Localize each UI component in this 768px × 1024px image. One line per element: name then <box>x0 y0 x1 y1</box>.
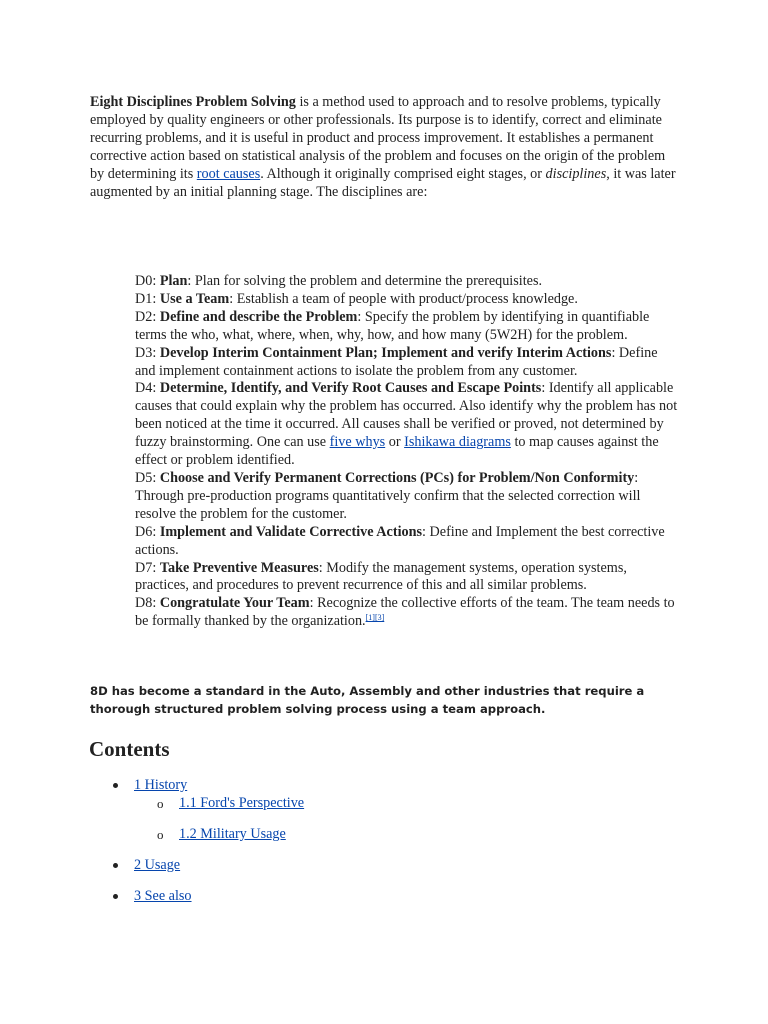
toc-item-see-also[interactable]: 3 See also <box>134 888 192 904</box>
discipline-d0 <box>135 273 680 291</box>
discipline-title: Use a Team <box>159 290 230 307</box>
discipline-code: D5: <box>135 469 160 486</box>
discipline-desc: : Define and implement containment actions to isolate the problem from any customer. <box>135 344 658 379</box>
disciplines-list <box>135 273 680 631</box>
discipline-code: D2: <box>135 308 160 325</box>
root-causes-link[interactable]: root causes <box>196 166 261 182</box>
discipline-code: D0: <box>135 273 160 289</box>
discipline-d1 <box>135 291 680 309</box>
toc-item-usage[interactable]: 2 Usage <box>134 857 181 873</box>
discipline-desc: : Recognize the collective efforts of the team. The team needs to be formally thanked by the organization. <box>135 595 675 630</box>
discipline-code: D3: <box>135 344 160 361</box>
discipline-d7 <box>135 560 680 596</box>
intro-text-2: . Although it originally comprised eight stages, or <box>260 166 546 182</box>
discipline-desc: : Plan for solving the problem and determine the prerequisites. <box>187 273 543 289</box>
intro-disciplines-italic: disciplines <box>545 166 607 182</box>
intro-paragraph <box>90 93 680 201</box>
discipline-code: D8: <box>135 595 160 612</box>
sub-bullet-icon: o <box>157 827 164 842</box>
industry-note: 8D has become a standard in the Auto, Assembly and other industries that require a thorough structured problem solving process using a team approach. <box>90 684 645 716</box>
discipline-desc: : Modify the management systems, operation systems, practices, and procedures to prevent recurrence of this and all similar problems. <box>135 559 627 594</box>
discipline-desc-mid: or <box>385 434 405 451</box>
toc-item-military-usage[interactable]: 1.2 Military Usage <box>179 826 286 842</box>
discipline-code: D7: <box>135 559 160 576</box>
bullet-icon <box>113 863 118 868</box>
discipline-d2 <box>135 309 680 345</box>
five-whys-link[interactable]: five whys <box>329 434 386 451</box>
discipline-d6 <box>135 524 680 560</box>
intro-term: Eight Disciplines Problem Solving <box>90 94 296 110</box>
bullet-icon <box>113 894 118 899</box>
discipline-title: Plan <box>159 273 188 289</box>
discipline-desc: : Identify all applicable causes that could explain why the problem has occurred. Also identify why the problem has not been noticed at the time it occurred. All causes shall be verified or proved, not determined by fuzzy brainstorming. One can use <box>135 380 678 451</box>
discipline-desc: : Define and Implement the best corrective actions. <box>135 523 665 558</box>
discipline-code: D1: <box>135 290 160 307</box>
discipline-desc: : Establish a team of people with product/process knowledge. <box>229 290 578 307</box>
discipline-title: Implement and Validate Corrective Actions <box>159 523 423 540</box>
discipline-code: D4: <box>135 380 160 397</box>
toc-item-fords-perspective[interactable]: 1.1 Ford's Perspective <box>179 795 305 811</box>
bullet-icon <box>113 783 118 788</box>
discipline-d5 <box>135 470 680 524</box>
discipline-title: Congratulate Your Team <box>159 595 310 612</box>
discipline-code: D6: <box>135 523 160 540</box>
discipline-title: Determine, Identify, and Verify Root Causes and Escape Points <box>159 380 542 397</box>
intro-text-1: is a method used to approach and to resolve problems, typically employed by quality engineers or other professionals. Its purpose is to identify, correct and eliminate recurring problems, and it is useful in product and process improvement. It establishes a permanent corrective action based on statistical analysis of the problem and focuses on the origin of the problem by determining its <box>90 94 666 182</box>
discipline-desc-end: to map causes against the effect or problem identified. <box>135 434 659 469</box>
discipline-title: Choose and Verify Permanent Corrections (PCs) for Problem/Non Conformity <box>159 469 635 486</box>
intro-text-3: , it was later augmented by an initial planning stage. The disciplines are: <box>90 166 676 200</box>
sub-bullet-icon: o <box>157 796 164 811</box>
contents-heading: Contents <box>89 737 170 761</box>
discipline-d4 <box>135 380 680 470</box>
discipline-desc: : Specify the problem by identifying in quantifiable terms the who, what, where, when, why, how, and how many (5W2H) for the problem. <box>135 308 650 343</box>
ishikawa-diagrams-link[interactable]: Ishikawa diagrams <box>404 434 511 451</box>
discipline-title: Define and describe the Problem <box>159 308 358 325</box>
discipline-title: Take Preventive Measures <box>159 559 319 576</box>
reference-link[interactable]: [1][3] <box>365 613 385 623</box>
discipline-desc: : Through pre-production programs quantitatively confirm that the selected correction will resolve the problem for the customer. <box>135 469 641 522</box>
toc-item-history[interactable]: 1 History <box>134 777 188 793</box>
discipline-d3 <box>135 345 680 381</box>
discipline-title: Develop Interim Containment Plan; Implement and verify Interim Actions <box>159 344 612 361</box>
discipline-d8 <box>135 595 680 631</box>
